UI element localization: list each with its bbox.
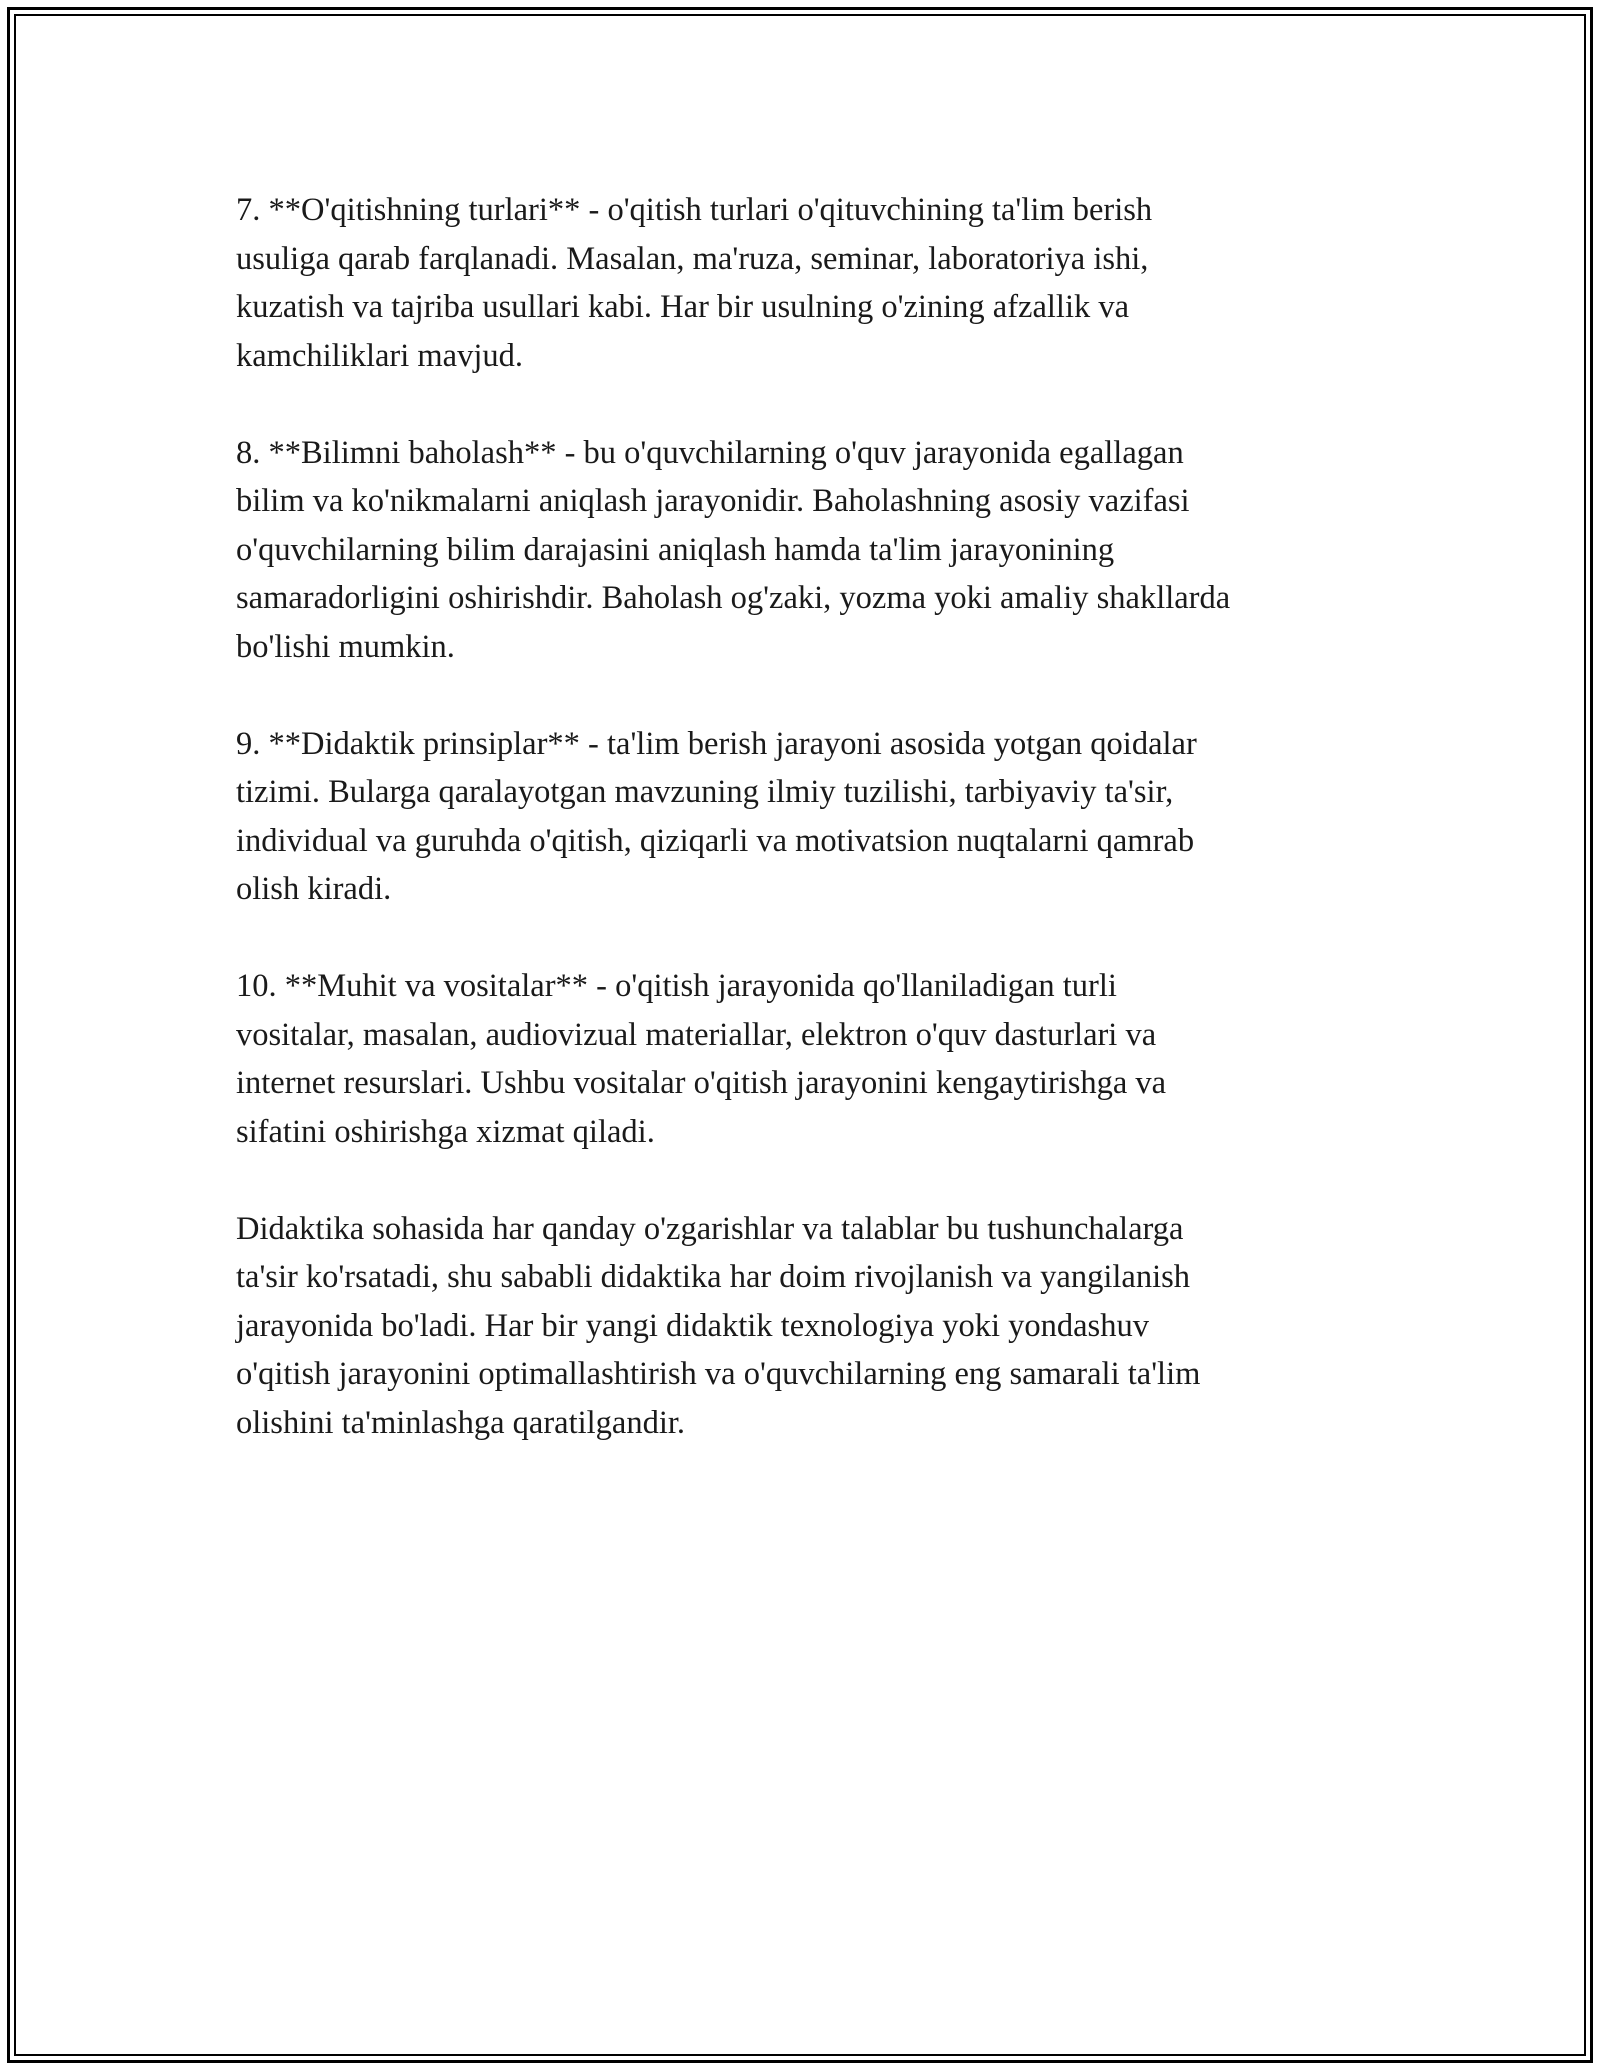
- paragraph-item-10: 10. **Muhit va vositalar** - o'qitish jarayonida qo'llaniladigan turli vositalar, masalan, audiovizual materiallar, elektron o'quv dasturlari va internet resurslari. Ushbu vositalar o'qitish jarayonini kengaytirishga va sifatini oshirishga xizmat qiladi.: [236, 968, 1167, 1150]
- document-body: [236, 186, 1376, 1496]
- paragraph-item-7: 7. **O'qitishning turlari** - o'qitish turlari o'qituvchining ta'lim berish usuliga qarab farqlanadi. Masalan, ma'ruza, seminar, laboratoriya ishi, kuzatish va tajriba usullari kabi. Har bir usulning o'zining afzallik va kamchiliklari mavjud.: [236, 192, 1153, 374]
- paragraph-conclusion: Didaktika sohasida har qanday o'zgarishlar va talablar bu tushunchalarga ta'sir ko'rsatadi, shu sababli didaktika har doim rivojlanish va yangilanish jarayonida bo'ladi. Har bir yangi didaktik texnologiya yoki yondashuv o'qitish jarayonini optimallashtirish va o'quvchilarning eng samarali ta'lim olishini ta'minlashga qaratilgandir.: [236, 1210, 1201, 1441]
- paragraph-item-8: 8. **Bilimni baholash** - bu o'quvchilarning o'quv jarayonida egallagan bilim va ko'nikmalarni aniqlash jarayonidir. Baholashning asosiy vazifasi o'quvchilarning bilim darajasini aniqlash hamda ta'lim jarayonining samaradorligini oshirishdir. Baholash og'zaki, yozma yoki amaliy shakllarda bo'lishi mumkin.: [236, 434, 1231, 665]
- paragraph-item-9: 9. **Didaktik prinsiplar** - ta'lim berish jarayoni asosida yotgan qoidalar tizimi. Bularga qaralayotgan mavzuning ilmiy tuzilishi, tarbiyaviy ta'sir, individual va guruhda o'qitish, qiziqarli va motivatsion nuqtalarni qamrab olish kiradi.: [236, 725, 1197, 907]
